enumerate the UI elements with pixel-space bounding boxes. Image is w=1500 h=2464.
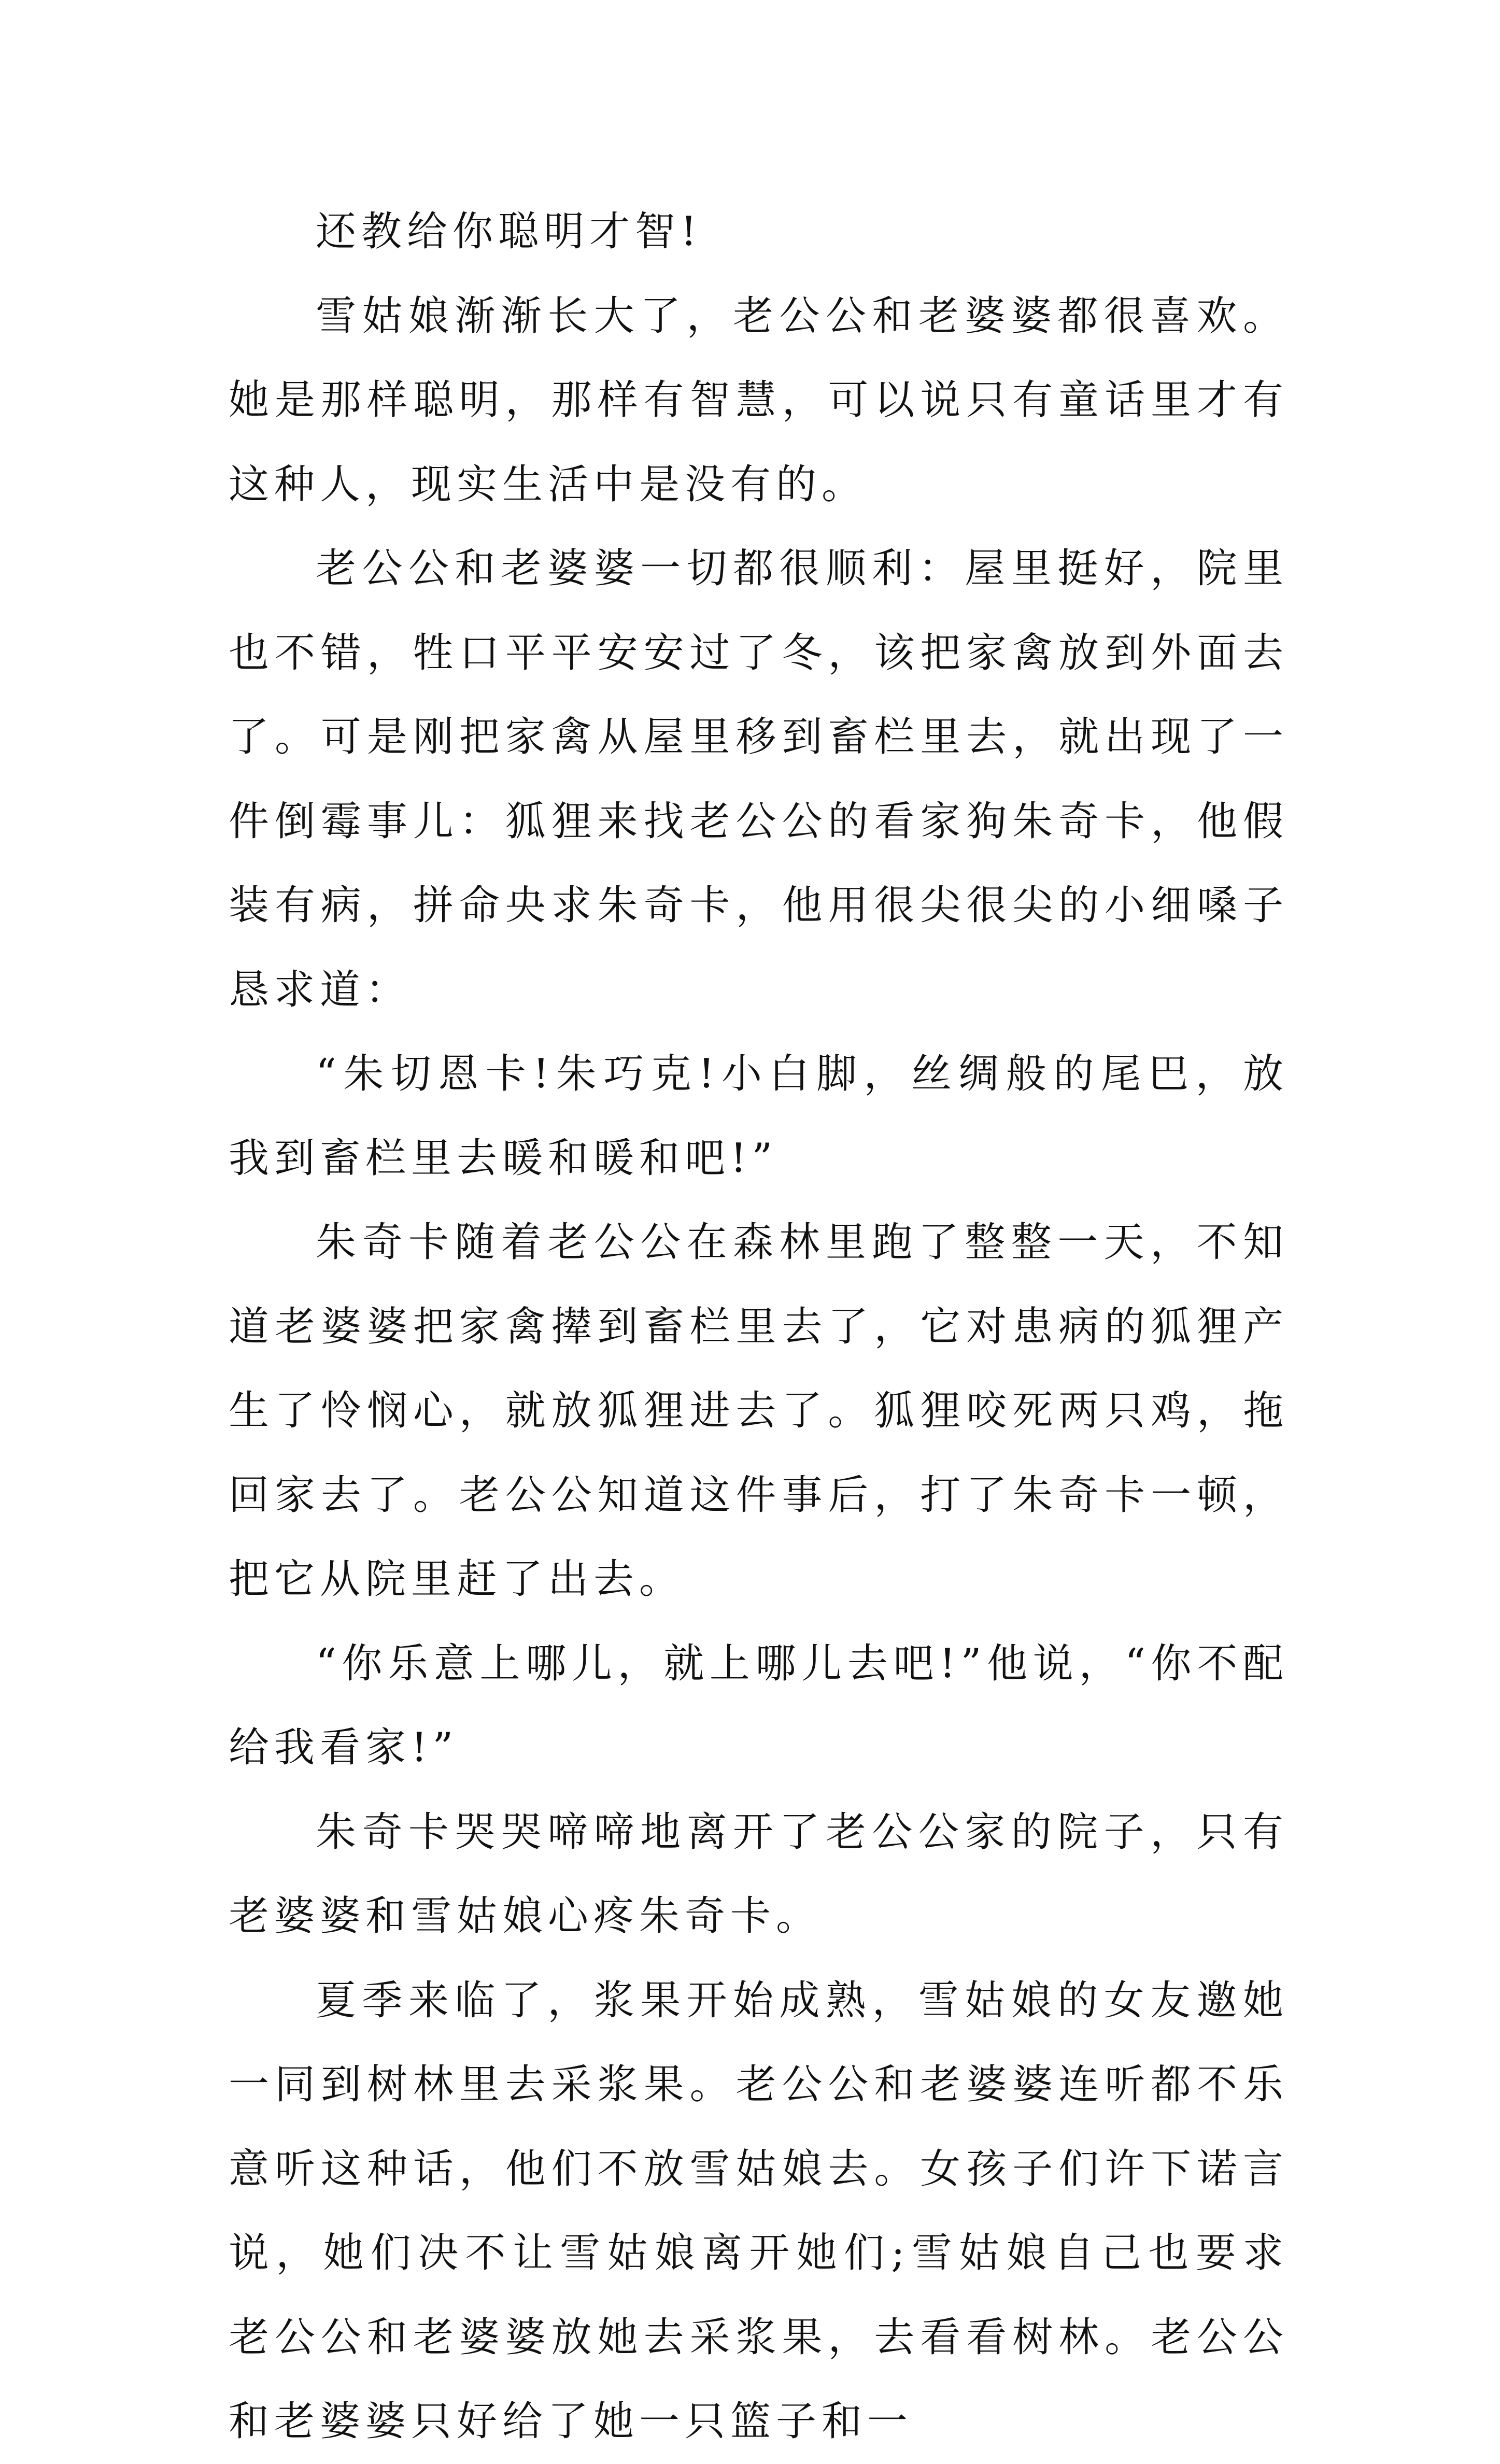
paragraph-6: “你乐意上哪儿，就上哪儿去吧!”他说，“你不配给我看家!” — [229, 1640, 1289, 1771]
paragraph-4: “朱切恩卡!朱巧克!小白脚，丝绸般的尾巴，放我到畜栏里去暖和暖和吧!” — [229, 1051, 1289, 1182]
paragraph-7: 朱奇卡哭哭啼啼地离开了老公公家的院子，只有老婆婆和雪姑娘心疼朱奇卡。 — [229, 1808, 1289, 1939]
paragraph-5: 朱奇卡随着老公公在森林里跑了整整一天，不知道老婆婆把家禽撵到畜栏里去了，它对患病的狐狸产生了怜悯心，就放狐狸进去了。狐狸咬死两只鸡，拖回家去了。老公公知道这件事后，打了朱奇卡一顿，把它从院里赶了出去。 — [229, 1219, 1289, 1603]
paragraph-3: 老公公和老婆婆一切都很顺利：屋里挺好，院里也不错，牲口平平安安过了冬，该把家禽放到外面去了。可是刚把家禽从屋里移到畜栏里去，就出现了一件倒霉事儿：狐狸来找老公公的看家狗朱奇卡，他假装有病，拼命央求朱奇卡，他用很尖很尖的小细嗓子恳求道： — [229, 545, 1289, 1013]
paragraph-1: 还教给你聪明才智! — [316, 208, 702, 255]
text-column — [229, 190, 1289, 2464]
paragraph-2: 雪姑娘渐渐长大了，老公公和老婆婆都很喜欢。她是那样聪明，那样有智慧，可以说只有童话里才有这种人，现实生活中是没有的。 — [229, 292, 1289, 508]
paragraph-8: 夏季来临了，浆果开始成熟，雪姑娘的女友邀她一同到树林里去采浆果。老公公和老婆婆连听都不乐意听这种话，他们不放雪姑娘去。女孩子们许下诺言说，她们决不让雪姑娘离开她们;雪姑娘自己也要求老公公和老婆婆放她去采浆果，去看看树林。老公公和老婆婆只好给了她一只篮子和一 — [229, 1977, 1289, 2445]
